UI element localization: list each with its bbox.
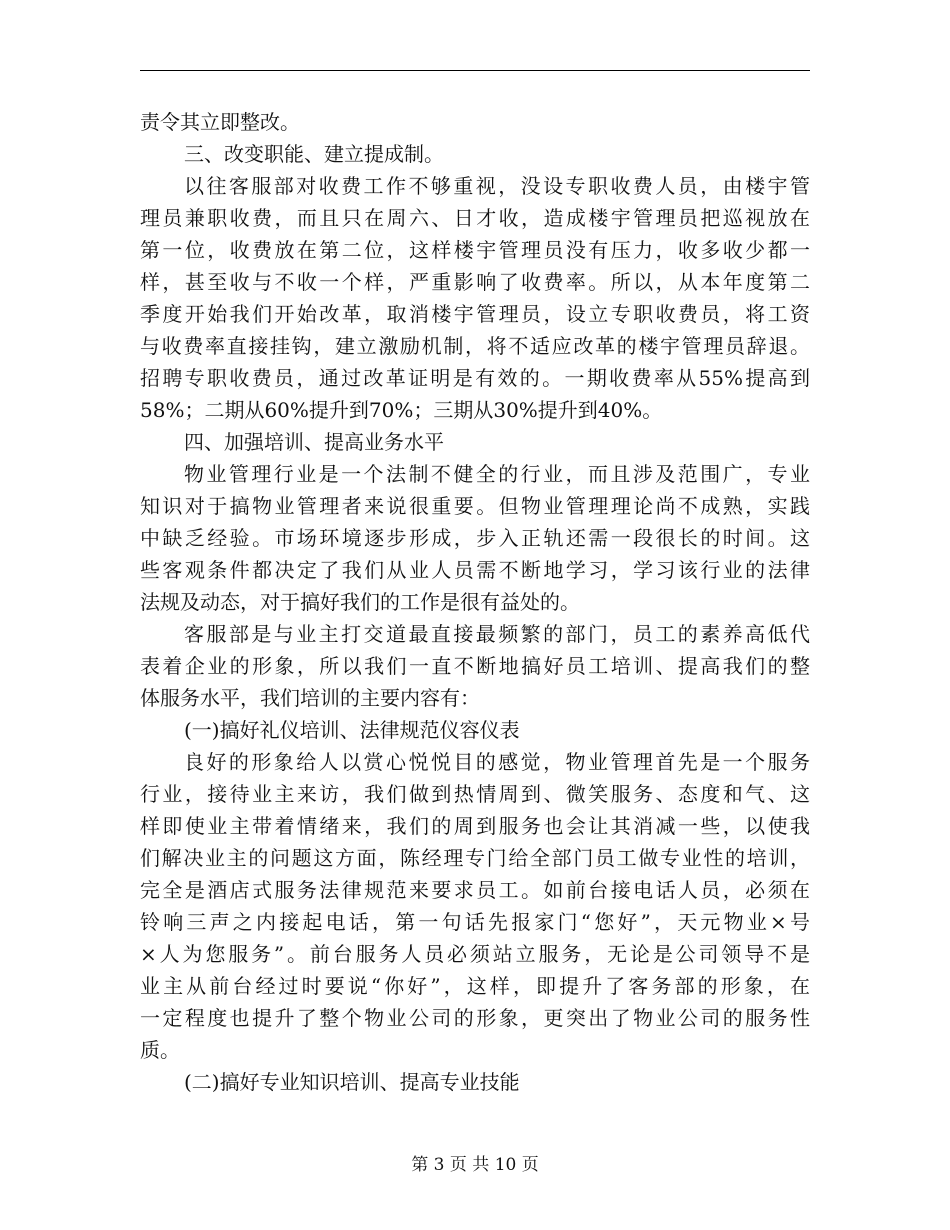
text-line: 知识对于搞物业管理者来说很重要。但物业管理理论尚不成熟，实践 [140,494,810,518]
text-line: 样即使业主带着情绪来，我们的周到服务也会让其消减一些，以使我 [140,814,810,838]
text-line: (一)搞好礼仪培训、法律规范仪容仪表 [184,718,520,742]
text-line: 样，甚至收与不收一个样，严重影响了收费率。所以，从本年度第二 [140,270,810,294]
text-line: 季度开始我们开始改革，取消楼宇管理员，设立专职收费员，将工资 [140,302,810,326]
text-line: 业主从前台经过时要说“你好”，这样，即提升了客务部的形象，在 [140,974,810,998]
text-line: 责令其立即整改。 [140,110,300,134]
text-line: 行业，接待业主来访，我们做到热情周到、微笑服务、态度和气、这 [140,782,810,806]
text-line: 招聘专职收费员，通过改革证明是有效的。一期收费率从55%提高到 [140,366,810,390]
text-line: 以往客服部对收费工作不够重视，没设专职收费人员，由楼宇管 [184,174,810,198]
text-line: 质。 [140,1038,180,1062]
text-line: 表着企业的形象，所以我们一直不断地搞好员工培训、提高我们的整 [140,654,810,678]
text-line: 良好的形象给人以赏心悦悦目的感觉，物业管理首先是一个服务 [184,750,810,774]
text-line: 些客观条件都决定了我们从业人员需不断地学习，学习该行业的法律 [140,558,810,582]
text-line: 客服部是与业主打交道最直接最频繁的部门，员工的素养高低代 [184,622,810,646]
text-line: 铃响三声之内接起电话，第一句话先报家门“您好”，天元物业×号 [140,910,810,934]
text-line: 物业管理行业是一个法制不健全的行业，而且涉及范围广，专业 [184,462,810,486]
text-line: 与收费率直接挂钩，建立激励机制，将不适应改革的楼宇管理员辞退。 [140,334,810,358]
text-line: 理员兼职收费，而且只在周六、日才收，造成楼宇管理员把巡视放在 [140,206,810,230]
text-line: ×人为您服务”。前台服务人员必须站立服务，无论是公司领导不是 [140,942,810,966]
text-line: 体服务水平，我们培训的主要内容有： [140,686,480,710]
text-line: 法规及动态，对于搞好我们的工作是很有益处的。 [140,590,580,614]
text-line: 中缺乏经验。市场环境逐步形成，步入正轨还需一段很长的时间。这 [140,526,810,550]
page-footer: 第 3 页 共 10 页 [411,1155,539,1175]
text-line: 第一位，收费放在第二位，这样楼宇管理员没有压力，收多收少都一 [140,238,810,262]
document-body [140,106,810,1098]
text-line: 四、加强培训、提高业务水平 [184,430,444,454]
text-line: 一定程度也提升了整个物业公司的形象，更突出了物业公司的服务性 [140,1006,810,1030]
text-line: 58%；二期从60%提升到70%；三期从30%提升到40%。 [140,398,663,422]
text-line: 完全是酒店式服务法律规范来要求员工。如前台接电话人员，必须在 [140,878,810,902]
text-line: (二)搞好专业知识培训、提高专业技能 [184,1070,520,1094]
text-line: 们解决业主的问题这方面，陈经理专门给全部门员工做专业性的培训， [140,846,810,870]
header-rule [140,70,810,71]
text-line: 三、改变职能、建立提成制。 [184,142,444,166]
